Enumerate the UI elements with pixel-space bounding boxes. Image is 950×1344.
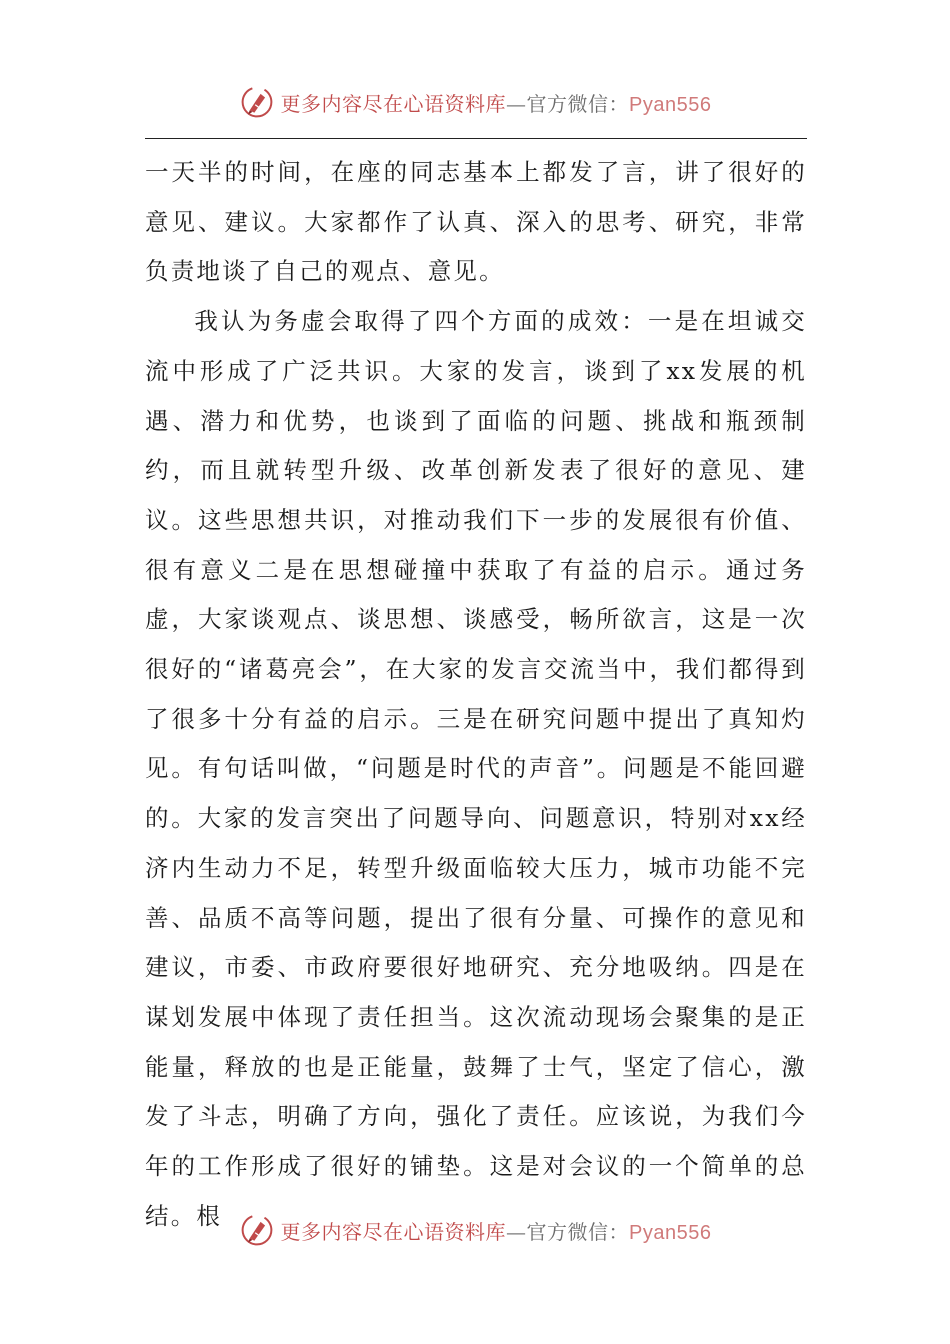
footer-wechat-id: Pyan556	[629, 1221, 712, 1244]
footer-site-name: 更多内容尽在心语资料库	[280, 1219, 507, 1244]
pen-nib-logo-icon	[239, 84, 275, 120]
header-banner	[0, 80, 950, 124]
header-site-name: 更多内容尽在心语资料库	[280, 91, 507, 116]
body-paragraph-1: 一天半的时间，在座的同志基本上都发了言，讲了很好的意见、建议。大家都作了认真、深入的思考、研究，非常负责地谈了自己的观点、意见。	[145, 158, 807, 286]
footer-banner	[0, 1208, 950, 1252]
footer-dash: —	[506, 1219, 527, 1244]
footer-official-label: 官方微信：	[526, 1219, 630, 1244]
header-wechat-id: Pyan556	[629, 93, 712, 116]
footer-banner-text	[281, 1216, 712, 1245]
header-divider	[145, 138, 807, 139]
header-official-label: 官方微信：	[526, 91, 630, 116]
header-banner-text	[281, 88, 712, 117]
header-dash: —	[506, 91, 527, 116]
pen-nib-logo-icon	[239, 1212, 275, 1248]
document-body	[145, 148, 807, 1241]
body-paragraph-2: 我认为务虚会取得了四个方面的成效：一是在坦诚交流中形成了广泛共识。大家的发言，谈到了xx发展的机遇、潜力和优势，也谈到了面临的问题、挑战和瓶颈制约，而且就转型升级、改革创新发表了很好的意见、建议。这些思想共识，对推动我们下一步的发展很有价值、很有意义二是在思想碰撞中获取了有益的启示。通过务虚，大家谈观点、谈思想、谈感受，畅所欲言，这是一次很好的“诸葛亮会”，在大家的发言交流当中，我们都得到了很多十分有益的启示。三是在研究问题中提出了真知灼见。有句话叫做，“问题是时代的声音”。问题是不能回避的。大家的发言突出了问题导向、问题意识，特别对xx经济内生动力不足，转型升级面临较大压力，城市功能不完善、品质不高等问题，提出了很有分量、可操作的意见和建议，市委、市政府要很好地研究、充分地吸纳。四是在谋划发展中体现了责任担当。这次流动现场会聚集的是正能量，释放的也是正能量，鼓舞了士气，坚定了信心，激发了斗志，明确了方向，强化了责任。应该说，为我们今年的工作形成了很好的铺垫。这是对会议的一个简单的总结。根	[145, 307, 807, 1230]
